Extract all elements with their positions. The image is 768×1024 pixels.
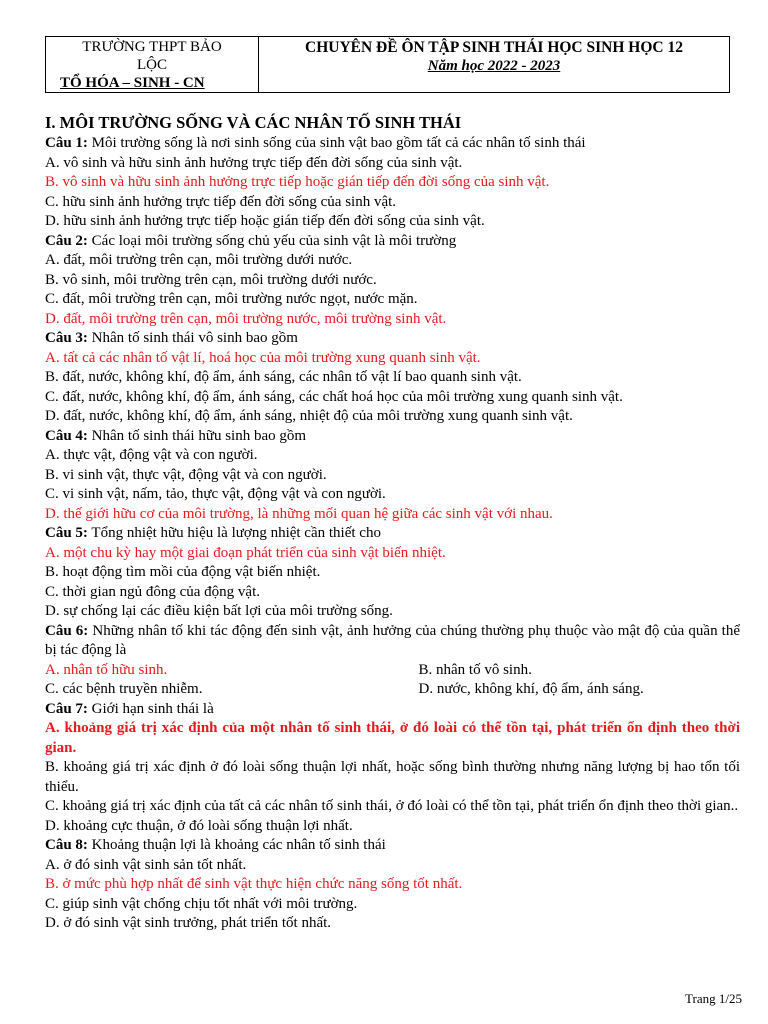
answer-option-c: C. hữu sinh ảnh hưởng trực tiếp đến đời sống của sinh vật.	[45, 193, 397, 210]
question-stem	[45, 700, 740, 720]
answer-option-c: C. khoảng giá trị xác định của tất cả các nhân tố sinh thái, ở đó loài có thể tồn tại, phát triển ổn định theo thời gian..	[45, 798, 739, 814]
answer-option-c: C. vi sinh vật, nấm, tảo, thực vật, động vật và con người.	[45, 486, 386, 502]
answer-row	[45, 680, 740, 700]
answer-option-b: B. vô sinh, môi trường trên cạn, môi trường dưới nước.	[45, 271, 377, 288]
question-6	[45, 622, 740, 700]
question-3	[45, 329, 740, 427]
answer-option-b: B. nhân tố vô sinh.	[418, 661, 532, 678]
question-7	[45, 700, 740, 837]
answer-option-a-correct: A. tất cả các nhân tố vật lí, hoá học của môi trường xung quanh sinh vật.	[45, 349, 481, 366]
answer-option-b: B. đất, nước, không khí, độ ẩm, ánh sáng, các nhân tố vật lí bao quanh sinh vật.	[45, 369, 522, 385]
question-label: Câu 7:	[45, 700, 88, 717]
school-year: Năm học 2022 - 2023	[427, 58, 561, 74]
document-title: CHUYÊN ĐỀ ÔN TẬP SINH THÁI HỌC SINH HỌC 12	[305, 39, 683, 56]
answer-option-b: B. vi sinh vật, thực vật, động vật và con người.	[45, 466, 327, 483]
question-1	[45, 134, 740, 232]
school-name	[46, 37, 258, 74]
header-school-cell	[46, 37, 259, 93]
answer-option-d-correct: D. thế giới hữu cơ của môi trường, là những mối quan hệ giữa các sinh vật với nhau.	[45, 505, 553, 522]
question-stem	[45, 329, 740, 349]
question-stem	[45, 232, 740, 252]
answer-row	[45, 661, 740, 681]
answer-option-d: D. khoảng cực thuận, ở đó loài sống thuận lợi nhất.	[45, 817, 353, 834]
answer-option-a: A. thực vật, động vật và con người.	[45, 447, 258, 463]
question-stem	[45, 836, 740, 856]
answer-option-d: D. ở đó sinh vật sinh trưởng, phát triển tốt nhất.	[45, 915, 332, 931]
question-text: Tổng nhiệt hữu hiệu là lượng nhiệt cần thiết cho	[87, 525, 381, 541]
answer-option-d: D. đất, nước, không khí, độ ẩm, ánh sáng, nhiệt độ của môi trường xung quanh sinh vật.	[45, 408, 573, 424]
question-stem	[45, 524, 740, 544]
answer-option-a: A. đất, môi trường trên cạn, môi trường dưới nước.	[45, 252, 353, 268]
question-label: Câu 5:	[45, 525, 88, 541]
question-label: Câu 8:	[45, 837, 88, 853]
question-label: Câu 4:	[45, 427, 88, 444]
question-stem	[45, 622, 740, 661]
question-text: Giới hạn sinh thái là	[87, 700, 214, 717]
question-label: Câu 3:	[45, 330, 88, 346]
question-label: Câu 6:	[45, 622, 89, 639]
answer-option-d: D. nước, không khí, độ ẩm, ánh sáng.	[418, 681, 644, 697]
question-label: Câu 1:	[45, 135, 88, 151]
answer-option-c: C. thời gian ngủ đông của động vật.	[45, 583, 260, 600]
question-4	[45, 427, 740, 525]
school-name-line2: LỘC	[137, 57, 167, 73]
answer-option-b-correct: B. ở mức phù hợp nhất để sinh vật thực hiện chức năng sống tốt nhất.	[45, 876, 463, 892]
answer-option-c: C. đất, nước, không khí, độ ẩm, ánh sáng, các chất hoá học của môi trường xung quanh sinh vật.	[45, 388, 623, 405]
answer-option-a-correct: A. khoảng giá trị xác định của một nhân tố sinh thái, ở đó loài có thể tồn tại, phát triển ổn định theo thời gian.	[45, 720, 740, 756]
question-stem	[45, 134, 740, 154]
question-text: Nhân tố sinh thái vô sinh bao gồm	[87, 330, 298, 346]
question-stem	[45, 427, 740, 447]
question-label: Câu 2:	[45, 232, 88, 249]
answer-option-c: C. các bệnh truyền nhiễm.	[45, 681, 203, 697]
page-number: Trang 1/25	[685, 991, 742, 1006]
answer-option-d-correct: D. đất, môi trường trên cạn, môi trường nước, môi trường sinh vật.	[45, 310, 447, 327]
answer-option-b-correct: B. vô sinh và hữu sinh ảnh hưởng trực tiếp hoặc gián tiếp đến đời sống của sinh vật.	[45, 174, 550, 190]
answer-option-a: A. ở đó sinh vật sinh sản tốt nhất.	[45, 856, 247, 873]
header-title-cell	[259, 37, 730, 93]
answer-option-c: C. giúp sinh vật chống chịu tốt nhất với môi trường.	[45, 895, 358, 912]
question-text: Môi trường sống là nơi sinh sống của sinh vật bao gồm tất cả các nhân tố sinh thái	[87, 135, 586, 151]
header-table	[45, 36, 730, 93]
content-body	[45, 112, 740, 934]
answer-option-b: B. khoảng giá trị xác định ở đó loài sống thuận lợi nhất, hoặc sống bình thường nhưng năng lượng bị hao tổn tối thiểu.	[45, 759, 740, 795]
question-text: Các loại môi trường sống chủ yếu của sinh vật là môi trường	[87, 232, 457, 249]
section-title: I. MÔI TRƯỜNG SỐNG VÀ CÁC NHÂN TỐ SINH THÁI	[45, 113, 462, 132]
question-5	[45, 524, 740, 622]
answer-option-a-correct: A. nhân tố hữu sinh.	[45, 661, 168, 678]
answer-option-b: B. hoạt động tìm mồi của động vật biến nhiệt.	[45, 564, 321, 580]
school-name-line1: TRƯỜNG THPT BẢO	[82, 39, 222, 55]
answer-option-d: D. sự chống lại các điều kiện bất lợi của môi trường sống.	[45, 603, 393, 619]
answer-option-a-correct: A. một chu kỳ hay một giai đoạn phát triển của sinh vật biến nhiệt.	[45, 544, 446, 561]
question-text: Những nhân tố khi tác động đến sinh vật, ảnh hưởng của chúng thường phụ thuộc vào mật độ của quần thể bị tác động là	[45, 622, 740, 658]
answer-option-c: C. đất, môi trường trên cạn, môi trường nước ngọt, nước mặn.	[45, 291, 418, 307]
question-2	[45, 232, 740, 330]
question-text: Khoảng thuận lợi là khoảng các nhân tố sinh thái	[87, 837, 386, 853]
question-text: Nhân tố sinh thái hữu sinh bao gồm	[87, 427, 307, 444]
question-8	[45, 836, 740, 934]
department-name: TỔ HÓA – SINH - CN	[60, 75, 205, 91]
answer-option-a: A. vô sinh và hữu sinh ảnh hưởng trực tiếp đến đời sống của sinh vật.	[45, 154, 463, 171]
answer-option-d: D. hữu sinh ảnh hưởng trực tiếp hoặc gián tiếp đến đời sống của sinh vật.	[45, 213, 485, 229]
